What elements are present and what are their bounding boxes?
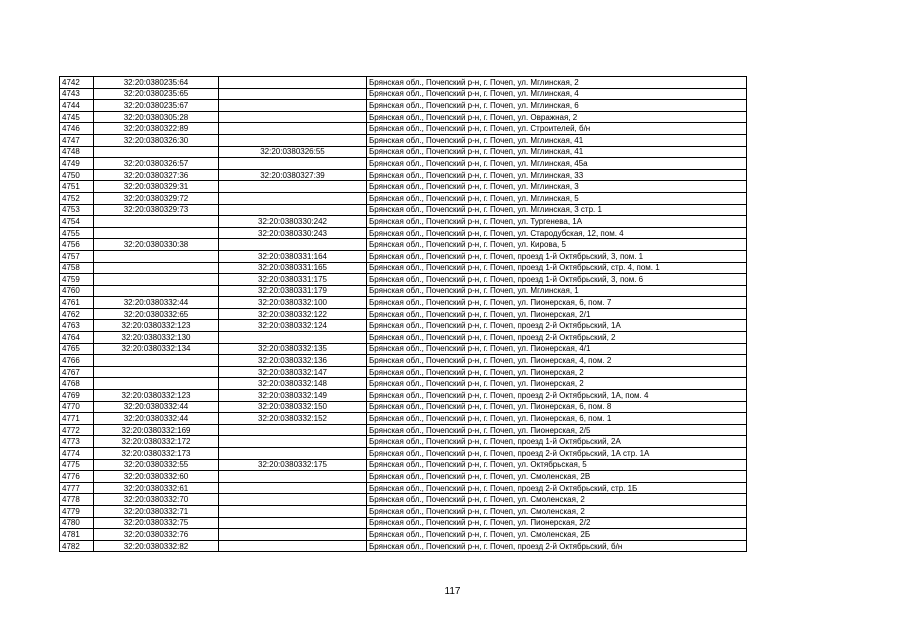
table-row bbox=[60, 274, 747, 286]
related-cadastral-number-cell: 32:20:0380332:135 bbox=[219, 343, 367, 355]
related-cadastral-number-cell bbox=[219, 505, 367, 517]
address-cell: Брянская обл., Почепский р-н, г. Почеп, ул. Кирова, 5 bbox=[367, 239, 747, 251]
row-number-cell: 4771 bbox=[60, 413, 94, 425]
address-cell: Брянская обл., Почепский р-н, г. Почеп, проезд 1-й Октябрьский, 2А bbox=[367, 436, 747, 448]
address-cell: Брянская обл., Почепский р-н, г. Почеп, ул. Октябрьская, 5 bbox=[367, 459, 747, 471]
cadastral-number-cell bbox=[94, 250, 219, 262]
address-cell: Брянская обл., Почепский р-н, г. Почеп, ул. Мглинская, 45а bbox=[367, 158, 747, 170]
related-cadastral-number-cell bbox=[219, 494, 367, 506]
row-number-cell: 4758 bbox=[60, 262, 94, 274]
address-cell: Брянская обл., Почепский р-н, г. Почеп, проезд 1-й Октябрьский, 3, пом. 1 bbox=[367, 250, 747, 262]
cadastral-number-cell: 32:20:0380332:173 bbox=[94, 448, 219, 460]
cadastral-number-cell: 32:20:0380332:82 bbox=[94, 540, 219, 552]
related-cadastral-number-cell: 32:20:0380332:149 bbox=[219, 390, 367, 402]
cadastral-number-cell bbox=[94, 262, 219, 274]
table-row bbox=[60, 169, 747, 181]
related-cadastral-number-cell bbox=[219, 181, 367, 193]
address-cell: Брянская обл., Почепский р-н, г. Почеп, ул. Мглинская, 2 bbox=[367, 77, 747, 89]
address-cell: Брянская обл., Почепский р-н, г. Почеп, ул. Мглинская, 41 bbox=[367, 134, 747, 146]
table-row bbox=[60, 366, 747, 378]
related-cadastral-number-cell: 32:20:0380332:148 bbox=[219, 378, 367, 390]
cadastral-number-cell: 32:20:0380332:130 bbox=[94, 332, 219, 344]
row-number-cell: 4748 bbox=[60, 146, 94, 158]
table-row bbox=[60, 436, 747, 448]
row-number-cell: 4753 bbox=[60, 204, 94, 216]
address-cell: Брянская обл., Почепский р-н, г. Почеп, ул. Мглинская, 6 bbox=[367, 100, 747, 112]
row-number-cell: 4749 bbox=[60, 158, 94, 170]
table-row bbox=[60, 239, 747, 251]
related-cadastral-number-cell: 32:20:0380332:136 bbox=[219, 355, 367, 367]
table-row bbox=[60, 181, 747, 193]
row-number-cell: 4766 bbox=[60, 355, 94, 367]
page-number: 117 bbox=[444, 586, 461, 597]
table-row bbox=[60, 134, 747, 146]
table-row bbox=[60, 250, 747, 262]
related-cadastral-number-cell bbox=[219, 471, 367, 483]
cadastral-number-cell: 32:20:0380332:71 bbox=[94, 505, 219, 517]
table-row bbox=[60, 482, 747, 494]
row-number-cell: 4754 bbox=[60, 216, 94, 228]
row-number-cell: 4778 bbox=[60, 494, 94, 506]
cadastral-number-cell bbox=[94, 355, 219, 367]
table-row bbox=[60, 424, 747, 436]
address-cell: Брянская обл., Почепский р-н, г. Почеп, ул. Пионерская, 2 bbox=[367, 366, 747, 378]
cadastral-number-cell: 32:20:0380332:55 bbox=[94, 459, 219, 471]
row-number-cell: 4767 bbox=[60, 366, 94, 378]
address-cell: Брянская обл., Почепский р-н, г. Почеп, ул. Смоленская, 2 bbox=[367, 505, 747, 517]
row-number-cell: 4763 bbox=[60, 320, 94, 332]
cadastral-number-cell: 32:20:0380332:169 bbox=[94, 424, 219, 436]
table-row bbox=[60, 216, 747, 228]
cadastral-number-cell bbox=[94, 366, 219, 378]
table-row bbox=[60, 540, 747, 552]
related-cadastral-number-cell bbox=[219, 192, 367, 204]
cadastral-number-cell: 32:20:0380235:65 bbox=[94, 88, 219, 100]
cadastral-number-cell: 32:20:0380322:89 bbox=[94, 123, 219, 135]
row-number-cell: 4752 bbox=[60, 192, 94, 204]
cadastral-number-cell: 32:20:0380332:60 bbox=[94, 471, 219, 483]
table-row bbox=[60, 448, 747, 460]
related-cadastral-number-cell bbox=[219, 517, 367, 529]
address-cell: Брянская обл., Почепский р-н, г. Почеп, ул. Пионерская, 6, пом. 8 bbox=[367, 401, 747, 413]
address-cell: Брянская обл., Почепский р-н, г. Почеп, ул. Мглинская, 33 bbox=[367, 169, 747, 181]
related-cadastral-number-cell: 32:20:0380327:39 bbox=[219, 169, 367, 181]
row-number-cell: 4755 bbox=[60, 227, 94, 239]
related-cadastral-number-cell bbox=[219, 100, 367, 112]
related-cadastral-number-cell: 32:20:0380332:152 bbox=[219, 413, 367, 425]
table-row bbox=[60, 77, 747, 89]
address-cell: Брянская обл., Почепский р-н, г. Почеп, проезд 2-й Октябрьский, 2 bbox=[367, 332, 747, 344]
row-number-cell: 4772 bbox=[60, 424, 94, 436]
related-cadastral-number-cell: 32:20:0380332:124 bbox=[219, 320, 367, 332]
table-row bbox=[60, 123, 747, 135]
row-number-cell: 4746 bbox=[60, 123, 94, 135]
table-row bbox=[60, 204, 747, 216]
cadastral-number-cell: 32:20:0380332:123 bbox=[94, 320, 219, 332]
related-cadastral-number-cell bbox=[219, 111, 367, 123]
address-cell: Брянская обл., Почепский р-н, г. Почеп, проезд 2-й Октябрьский, б/н bbox=[367, 540, 747, 552]
table-row bbox=[60, 88, 747, 100]
address-cell: Брянская обл., Почепский р-н, г. Почеп, ул. Мглинская, 3 bbox=[367, 181, 747, 193]
row-number-cell: 4780 bbox=[60, 517, 94, 529]
related-cadastral-number-cell bbox=[219, 540, 367, 552]
cadastral-number-cell: 32:20:0380329:72 bbox=[94, 192, 219, 204]
table-row bbox=[60, 262, 747, 274]
table-row bbox=[60, 401, 747, 413]
table-row bbox=[60, 227, 747, 239]
row-number-cell: 4743 bbox=[60, 88, 94, 100]
cadastral-number-cell bbox=[94, 285, 219, 297]
related-cadastral-number-cell bbox=[219, 123, 367, 135]
cadastral-number-cell: 32:20:0380332:44 bbox=[94, 413, 219, 425]
table-row bbox=[60, 494, 747, 506]
related-cadastral-number-cell: 32:20:0380331:175 bbox=[219, 274, 367, 286]
related-cadastral-number-cell bbox=[219, 448, 367, 460]
table-row bbox=[60, 343, 747, 355]
address-cell: Брянская обл., Почепский р-н, г. Почеп, ул. Пионерская, 2 bbox=[367, 378, 747, 390]
address-cell: Брянская обл., Почепский р-н, г. Почеп, ул. Мглинская, 4 bbox=[367, 88, 747, 100]
cadastral-number-cell: 32:20:0380326:57 bbox=[94, 158, 219, 170]
related-cadastral-number-cell: 32:20:0380330:242 bbox=[219, 216, 367, 228]
address-cell: Брянская обл., Почепский р-н, г. Почеп, проезд 2-й Октябрьский, 1А, пом. 4 bbox=[367, 390, 747, 402]
address-cell: Брянская обл., Почепский р-н, г. Почеп, ул. Мглинская, 3 стр. 1 bbox=[367, 204, 747, 216]
row-number-cell: 4782 bbox=[60, 540, 94, 552]
related-cadastral-number-cell: 32:20:0380332:122 bbox=[219, 308, 367, 320]
address-cell: Брянская обл., Почепский р-н, г. Почеп, ул. Пионерская, 6, пом. 7 bbox=[367, 297, 747, 309]
related-cadastral-number-cell bbox=[219, 436, 367, 448]
cadastral-number-cell: 32:20:0380332:70 bbox=[94, 494, 219, 506]
table-row bbox=[60, 320, 747, 332]
address-cell: Брянская обл., Почепский р-н, г. Почеп, ул. Пионерская, 2/5 bbox=[367, 424, 747, 436]
address-cell: Брянская обл., Почепский р-н, г. Почеп, ул. Стародубская, 12, пом. 4 bbox=[367, 227, 747, 239]
cadastral-number-cell: 32:20:0380329:31 bbox=[94, 181, 219, 193]
table-row bbox=[60, 111, 747, 123]
row-number-cell: 4775 bbox=[60, 459, 94, 471]
address-cell: Брянская обл., Почепский р-н, г. Почеп, ул. Смоленская, 2 bbox=[367, 494, 747, 506]
address-cell: Брянская обл., Почепский р-н, г. Почеп, ул. Пионерская, 2/2 bbox=[367, 517, 747, 529]
table-row bbox=[60, 100, 747, 112]
row-number-cell: 4751 bbox=[60, 181, 94, 193]
address-cell: Брянская обл., Почепский р-н, г. Почеп, ул. Мглинская, 41 bbox=[367, 146, 747, 158]
table-row bbox=[60, 413, 747, 425]
table-row bbox=[60, 158, 747, 170]
row-number-cell: 4770 bbox=[60, 401, 94, 413]
cadastral-number-cell: 32:20:0380332:75 bbox=[94, 517, 219, 529]
related-cadastral-number-cell bbox=[219, 158, 367, 170]
row-number-cell: 4769 bbox=[60, 390, 94, 402]
related-cadastral-number-cell: 32:20:0380331:165 bbox=[219, 262, 367, 274]
cadastral-number-cell: 32:20:0380326:30 bbox=[94, 134, 219, 146]
row-number-cell: 4773 bbox=[60, 436, 94, 448]
table-row bbox=[60, 146, 747, 158]
row-number-cell: 4764 bbox=[60, 332, 94, 344]
row-number-cell: 4747 bbox=[60, 134, 94, 146]
related-cadastral-number-cell: 32:20:0380331:164 bbox=[219, 250, 367, 262]
row-number-cell: 4765 bbox=[60, 343, 94, 355]
related-cadastral-number-cell: 32:20:0380332:100 bbox=[219, 297, 367, 309]
cadastral-number-cell: 32:20:0380332:76 bbox=[94, 529, 219, 541]
related-cadastral-number-cell bbox=[219, 529, 367, 541]
row-number-cell: 4779 bbox=[60, 505, 94, 517]
related-cadastral-number-cell: 32:20:0380330:243 bbox=[219, 227, 367, 239]
table-row bbox=[60, 529, 747, 541]
related-cadastral-number-cell: 32:20:0380331:179 bbox=[219, 285, 367, 297]
register-table bbox=[59, 76, 747, 552]
table-row bbox=[60, 308, 747, 320]
cadastral-number-cell bbox=[94, 216, 219, 228]
table-row bbox=[60, 459, 747, 471]
table-row bbox=[60, 192, 747, 204]
address-cell: Брянская обл., Почепский р-н, г. Почеп, ул. Пионерская, 2/1 bbox=[367, 308, 747, 320]
row-number-cell: 4781 bbox=[60, 529, 94, 541]
related-cadastral-number-cell bbox=[219, 88, 367, 100]
cadastral-number-cell: 32:20:0380332:44 bbox=[94, 297, 219, 309]
cadastral-number-cell: 32:20:0380332:44 bbox=[94, 401, 219, 413]
table-row bbox=[60, 517, 747, 529]
row-number-cell: 4745 bbox=[60, 111, 94, 123]
row-number-cell: 4750 bbox=[60, 169, 94, 181]
related-cadastral-number-cell bbox=[219, 424, 367, 436]
table-row bbox=[60, 471, 747, 483]
address-cell: Брянская обл., Почепский р-н, г. Почеп, ул. Мглинская, 1 bbox=[367, 285, 747, 297]
cadastral-number-cell: 32:20:0380235:64 bbox=[94, 77, 219, 89]
related-cadastral-number-cell bbox=[219, 239, 367, 251]
cadastral-number-cell: 32:20:0380235:67 bbox=[94, 100, 219, 112]
related-cadastral-number-cell bbox=[219, 332, 367, 344]
register-table-body bbox=[60, 77, 747, 552]
table-row bbox=[60, 297, 747, 309]
address-cell: Брянская обл., Почепский р-н, г. Почеп, проезд 1-й Октябрьский, стр. 4, пом. 1 bbox=[367, 262, 747, 274]
address-cell: Брянская обл., Почепский р-н, г. Почеп, ул. Пионерская, 6, пом. 1 bbox=[367, 413, 747, 425]
row-number-cell: 4777 bbox=[60, 482, 94, 494]
row-number-cell: 4744 bbox=[60, 100, 94, 112]
cadastral-number-cell: 32:20:0380327:36 bbox=[94, 169, 219, 181]
address-cell: Брянская обл., Почепский р-н, г. Почеп, проезд 2-й Октябрьский, 1А bbox=[367, 320, 747, 332]
row-number-cell: 4759 bbox=[60, 274, 94, 286]
row-number-cell: 4757 bbox=[60, 250, 94, 262]
cadastral-number-cell bbox=[94, 146, 219, 158]
table-row bbox=[60, 332, 747, 344]
address-cell: Брянская обл., Почепский р-н, г. Почеп, ул. Тургенева, 1А bbox=[367, 216, 747, 228]
row-number-cell: 4742 bbox=[60, 77, 94, 89]
row-number-cell: 4761 bbox=[60, 297, 94, 309]
related-cadastral-number-cell: 32:20:0380332:150 bbox=[219, 401, 367, 413]
address-cell: Брянская обл., Почепский р-н, г. Почеп, ул. Смоленская, 2В bbox=[367, 471, 747, 483]
related-cadastral-number-cell bbox=[219, 482, 367, 494]
cadastral-number-cell bbox=[94, 227, 219, 239]
row-number-cell: 4762 bbox=[60, 308, 94, 320]
address-cell: Брянская обл., Почепский р-н, г. Почеп, проезд 1-й Октябрьский, 3, пом. 6 bbox=[367, 274, 747, 286]
address-cell: Брянская обл., Почепский р-н, г. Почеп, ул. Смоленская, 2Б bbox=[367, 529, 747, 541]
address-cell: Брянская обл., Почепский р-н, г. Почеп, ул. Пионерская, 4/1 bbox=[367, 343, 747, 355]
cadastral-number-cell bbox=[94, 378, 219, 390]
row-number-cell: 4756 bbox=[60, 239, 94, 251]
related-cadastral-number-cell bbox=[219, 77, 367, 89]
related-cadastral-number-cell: 32:20:0380332:147 bbox=[219, 366, 367, 378]
address-cell: Брянская обл., Почепский р-н, г. Почеп, ул. Овражная, 2 bbox=[367, 111, 747, 123]
cadastral-number-cell: 32:20:0380332:61 bbox=[94, 482, 219, 494]
cadastral-number-cell: 32:20:0380330:38 bbox=[94, 239, 219, 251]
cadastral-number-cell: 32:20:0380332:172 bbox=[94, 436, 219, 448]
table-row bbox=[60, 285, 747, 297]
row-number-cell: 4768 bbox=[60, 378, 94, 390]
row-number-cell: 4774 bbox=[60, 448, 94, 460]
cadastral-number-cell bbox=[94, 274, 219, 286]
address-cell: Брянская обл., Почепский р-н, г. Почеп, проезд 2-й Октябрьский, 1А стр. 1А bbox=[367, 448, 747, 460]
address-cell: Брянская обл., Почепский р-н, г. Почеп, проезд 2-й Октябрьский, стр. 1Б bbox=[367, 482, 747, 494]
table-row bbox=[60, 390, 747, 402]
row-number-cell: 4760 bbox=[60, 285, 94, 297]
table-row bbox=[60, 355, 747, 367]
address-cell: Брянская обл., Почепский р-н, г. Почеп, ул. Строителей, б/н bbox=[367, 123, 747, 135]
related-cadastral-number-cell bbox=[219, 134, 367, 146]
table-row bbox=[60, 505, 747, 517]
related-cadastral-number-cell bbox=[219, 204, 367, 216]
cadastral-number-cell: 32:20:0380332:134 bbox=[94, 343, 219, 355]
table-row bbox=[60, 378, 747, 390]
row-number-cell: 4776 bbox=[60, 471, 94, 483]
related-cadastral-number-cell: 32:20:0380332:175 bbox=[219, 459, 367, 471]
related-cadastral-number-cell: 32:20:0380326:55 bbox=[219, 146, 367, 158]
address-cell: Брянская обл., Почепский р-н, г. Почеп, ул. Мглинская, 5 bbox=[367, 192, 747, 204]
cadastral-number-cell: 32:20:0380332:65 bbox=[94, 308, 219, 320]
cadastral-number-cell: 32:20:0380332:123 bbox=[94, 390, 219, 402]
cadastral-number-cell: 32:20:0380329:73 bbox=[94, 204, 219, 216]
address-cell: Брянская обл., Почепский р-н, г. Почеп, ул. Пионерская, 4, пом. 2 bbox=[367, 355, 747, 367]
cadastral-number-cell: 32:20:0380305:28 bbox=[94, 111, 219, 123]
